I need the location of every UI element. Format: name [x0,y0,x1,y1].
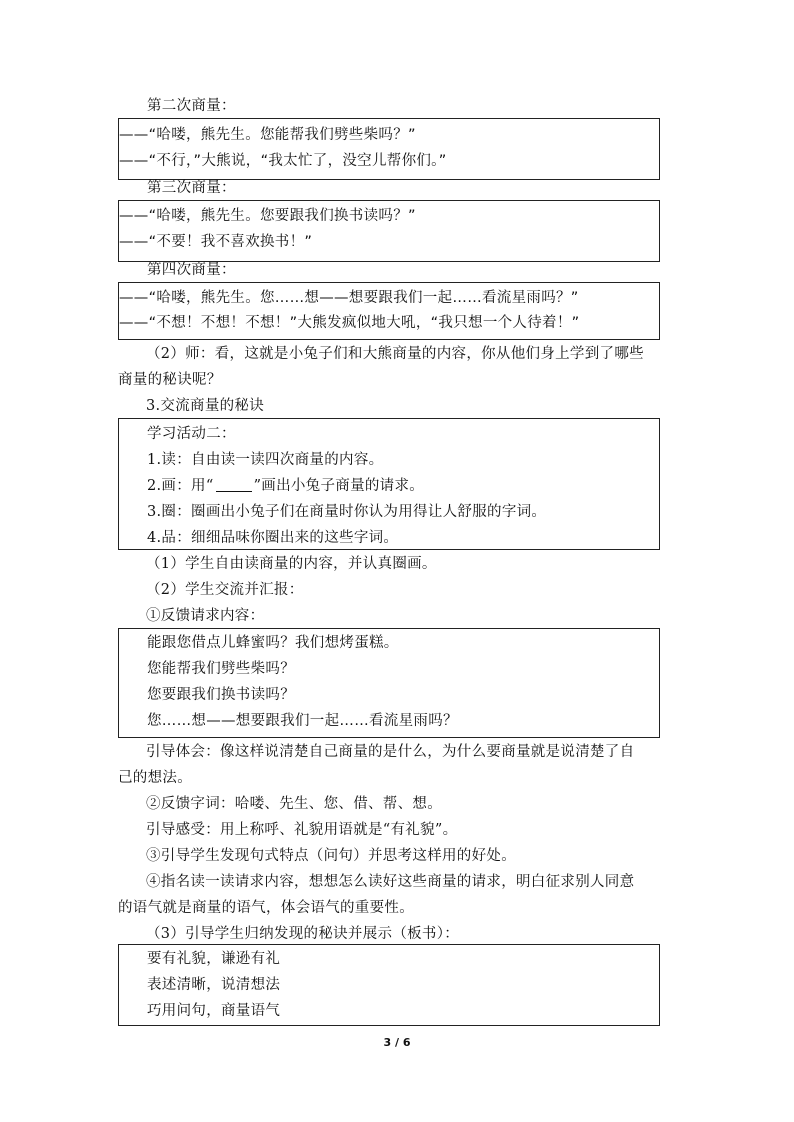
guide-2: 引导感受：用上称呼、礼貌用语就是“有礼貌”。 [146,822,458,838]
guide-1-line2: 己的想法。 [118,770,192,786]
step-1: （1）学生自由读商量的内容，并认真圈画。 [146,556,437,572]
dialogue-line: ——“哈喽，熊先生。您能帮我们劈些柴吗？” [119,127,416,143]
feedback-1: ①反馈请求内容： [146,608,265,624]
dialogue-line: ——“不想！不想！不想！”大熊发疯似地大吼，“我只想一个人待着！” [119,315,580,331]
page-number: 3 / 6 [383,1036,411,1049]
feedback-4-line2: 的语气就是商量的语气，体会语气的重要性。 [118,900,414,916]
feedback-4-line1: ④指名读一读请求内容，想想怎么读好这些商量的请求，明白征求别人同意 [146,874,635,890]
board-item: 表述清晰，说清想法 [147,977,281,993]
activity-item-draw-suffix: ”画出小兔子商量的请求。 [253,478,425,494]
activity-item-draw [147,476,424,496]
dialogue-box-fourth [118,282,660,340]
request-item: 您能帮我们劈些柴吗？ [147,661,295,677]
board-box [118,944,660,1026]
heading-fourth-discussion: 第四次商量： [147,262,236,278]
activity-title: 学习活动二： [147,426,236,442]
paragraph-q2-line1: （2）师：看，这就是小兔子们和大熊商量的内容，你从他们身上学到了哪些 [146,346,644,362]
activity-box [118,418,660,550]
request-item: 能跟您借点儿蜂蜜吗？我们想烤蛋糕。 [147,635,399,651]
section-title: 3.交流商量的秘诀 [146,398,265,414]
board-item: 要有礼貌，谦逊有礼 [147,951,281,967]
feedback-3: ③引导学生发现句式特点（问句）并思考这样用的好处。 [146,848,516,864]
request-item: 您……想——想要跟我们一起……看流星雨吗？ [147,713,458,729]
dialogue-line: ——“哈喽，熊先生。您……想——想要跟我们一起……看流星雨吗？” [119,290,579,306]
board-item: 巧用问句，商量语气 [147,1003,281,1019]
activity-item-draw-prefix: 2.画：用“ [147,478,214,494]
activity-item-savor: 4.品：细细品味你圈出来的这些字词。 [147,530,399,546]
paragraph-q2-line2: 商量的秘诀呢？ [118,372,222,388]
dialogue-line: ——“哈喽，熊先生。您要跟我们换书读吗？” [119,208,416,224]
step-2: （2）学生交流并汇报： [146,582,304,598]
activity-item-read: 1.读：自由读一读四次商量的内容。 [147,452,384,468]
heading-third-discussion: 第三次商量： [147,180,236,196]
step-3: （3）引导学生归纳发现的秘诀并展示（板书）： [146,926,460,942]
dialogue-line: ——“不行，”大熊说，“我太忙了，没空儿帮你们。” [119,153,447,169]
dialogue-box-third [118,200,660,262]
heading-second-discussion: 第二次商量： [147,98,236,114]
dialogue-line: ——“不要！我不喜欢换书！” [119,234,313,250]
dialogue-box-second [118,118,660,180]
guide-1-line1: 引导体会：像这样说清楚自己商量的是什么，为什么要商量就是说清楚了自 [146,744,635,760]
feedback-2: ②反馈字词：哈喽、先生、您、借、帮、想。 [146,796,442,812]
activity-item-circle: 3.圈：圈画出小兔子们在商量时你认为用得让人舒服的字词。 [147,504,547,520]
request-item: 您要跟我们换书读吗？ [147,687,295,703]
requests-box [118,628,660,738]
underline-blank [216,477,252,492]
